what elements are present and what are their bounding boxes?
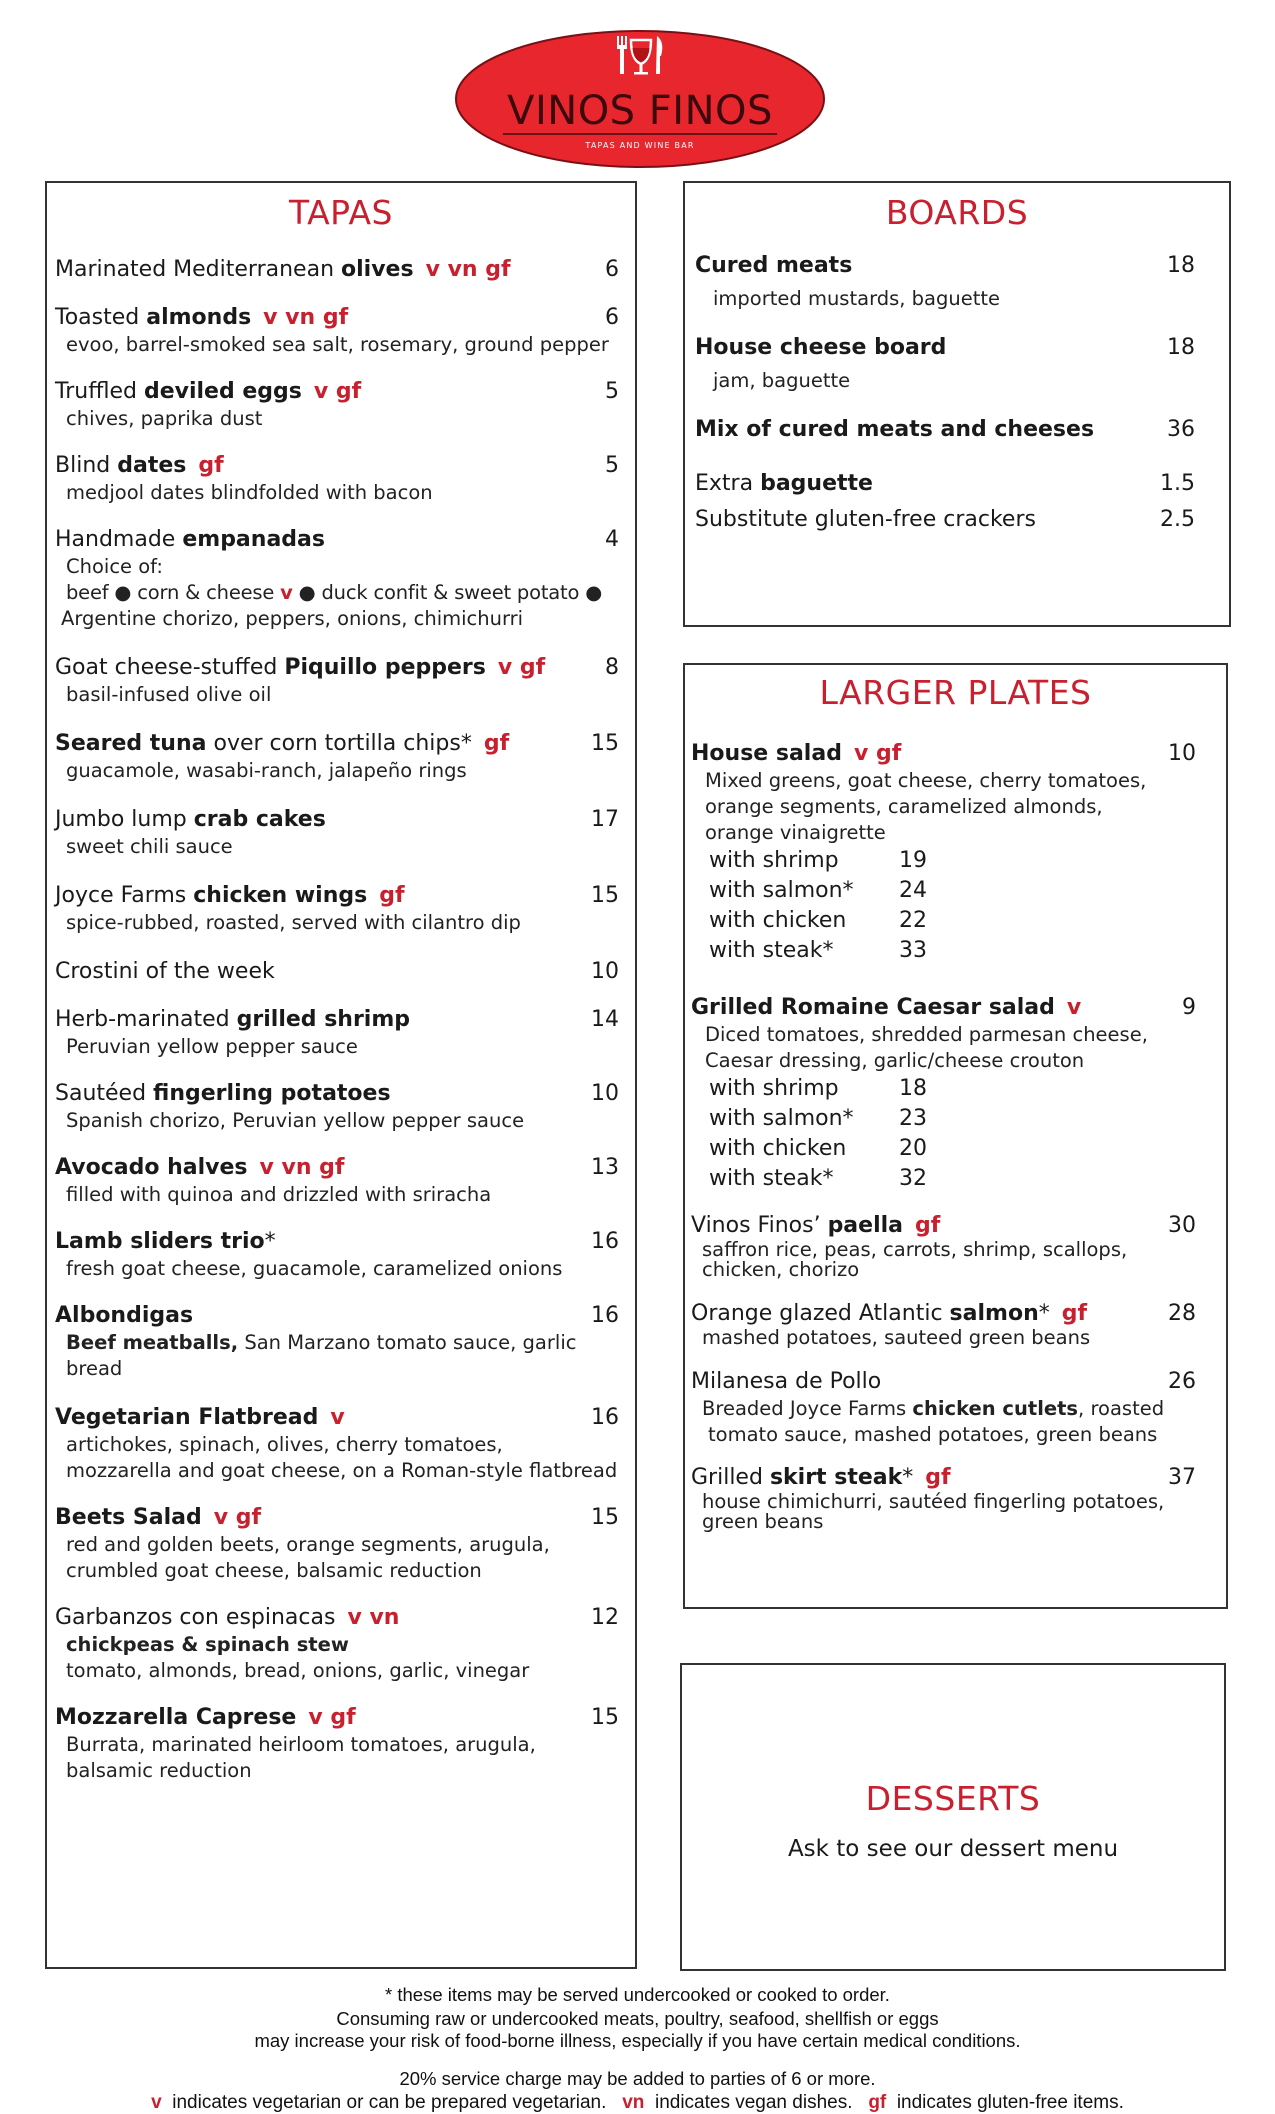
item-price: 18 <box>1167 335 1195 360</box>
item-row <box>55 1006 619 1034</box>
addon-price: 20 <box>899 1136 927 1161</box>
item-row <box>695 470 1195 498</box>
item-description: red and golden beets, orange segments, arugula, <box>66 1533 550 1556</box>
tapas-item <box>47 730 619 784</box>
item-description: Mixed greens, goat cheese, cherry tomatoes, <box>705 769 1147 792</box>
vinos-finos-logo <box>453 28 827 170</box>
item-row <box>695 252 1195 280</box>
item-name-bold: Beets Salad <box>55 1505 202 1530</box>
item-name <box>55 452 605 480</box>
item-price: 14 <box>591 1007 619 1032</box>
item-name <box>691 1464 1168 1492</box>
item-name-bold: grilled shrimp <box>236 1007 411 1032</box>
item-name <box>695 416 1167 444</box>
larger-plates-title: LARGER PLATES <box>819 673 1092 712</box>
dietary-tags: v gf <box>853 741 902 766</box>
option-corn-tag: v <box>280 581 293 604</box>
legend-vn-tag: vn <box>622 2092 645 2113</box>
larger-plates-section <box>683 663 1228 1609</box>
item-description: balsamic reduction <box>66 1759 252 1782</box>
item-price: 16 <box>591 1303 619 1328</box>
dietary-tags: gf <box>483 731 510 756</box>
item-price: 6 <box>605 305 619 330</box>
paella-item <box>691 1212 1196 1280</box>
legend-vn-text: indicates vegan dishes. <box>654 2092 853 2113</box>
item-name <box>55 1006 591 1034</box>
item-price: 6 <box>605 257 619 282</box>
item-description <box>691 1396 1196 1422</box>
item-description: mashed potatoes, sauteed green beans <box>702 1326 1091 1349</box>
dietary-tags: v vn gf <box>259 1155 345 1180</box>
addon-name: with shrimp <box>709 1076 839 1101</box>
item-name-bold: deviled eggs <box>143 379 302 404</box>
item-row <box>55 958 619 986</box>
addon-row <box>691 1134 1196 1164</box>
tapas-item <box>47 1006 619 1060</box>
board-item <box>695 416 1195 444</box>
item-name <box>55 378 605 406</box>
item-name-text: Grilled <box>691 1465 770 1490</box>
item-description-text: San Marzano tomato sauce, garlic bread <box>66 1331 577 1380</box>
item-description: Choice of: <box>66 555 163 578</box>
dietary-tags: v gf <box>308 1705 356 1730</box>
item-name-suffix: * <box>1038 1301 1050 1326</box>
item-name-text: Truffled <box>55 379 144 404</box>
addon-name: with steak* <box>709 1166 834 1191</box>
item-name <box>695 470 1160 498</box>
item-row <box>55 526 619 554</box>
footer-legend <box>0 2092 1275 2114</box>
item-name-bold: Grilled Romaine Caesar salad <box>691 995 1055 1020</box>
tapas-item <box>47 1228 619 1282</box>
item-description: orange segments, caramelized almonds, <box>705 795 1103 818</box>
item-price: 12 <box>591 1605 619 1630</box>
addon-row <box>691 906 1196 936</box>
item-price: 17 <box>591 807 619 832</box>
board-item <box>695 334 1195 394</box>
dietary-tags: v gf <box>313 379 362 404</box>
tapas-item <box>47 304 619 358</box>
larger-plates-list <box>685 740 1226 1532</box>
item-name-bold: Mix of cured meats and cheeses <box>695 417 1095 442</box>
item-description: medjool dates blindfolded with bacon <box>66 481 433 504</box>
item-description: artichokes, spinach, olives, cherry tomatoes, <box>66 1433 503 1456</box>
addon-price: 22 <box>899 908 927 933</box>
item-row <box>695 334 1195 362</box>
item-price: 16 <box>591 1405 619 1430</box>
item-row <box>55 1704 619 1732</box>
house_salad-item <box>691 740 1196 966</box>
tapas-title: TAPAS <box>289 193 393 232</box>
item-name-bold: Seared tuna <box>55 731 207 756</box>
item-name-bold: crab cakes <box>193 807 326 832</box>
dietary-tags: v gf <box>497 655 546 680</box>
item-name-text: Milanesa de Pollo <box>691 1369 882 1394</box>
item-name-text: Handmade <box>55 527 183 552</box>
footer-undercooked-note: * these items may be served undercooked or cooked to order. <box>385 1984 890 2005</box>
item-name-bold: empanadas <box>182 527 325 552</box>
board-description: imported mustards, baguette <box>713 287 1001 310</box>
item-name-bold: paella <box>827 1213 904 1238</box>
addon-price: 32 <box>899 1166 927 1191</box>
item-row <box>55 256 619 284</box>
item-row <box>691 740 1196 768</box>
dietary-tags: v gf <box>213 1505 262 1530</box>
addon-name: with shrimp <box>709 848 839 873</box>
item-name-text: Goat cheese-stuffed <box>55 655 285 680</box>
item-row <box>55 378 619 406</box>
addon-price: 23 <box>899 1106 927 1131</box>
item-price: 10 <box>591 1081 619 1106</box>
dietary-tags: gf <box>379 883 405 908</box>
item-name-bold: Lamb sliders trio <box>55 1229 265 1254</box>
item-name-text: Extra <box>695 471 761 496</box>
item-row <box>691 1368 1196 1396</box>
desserts-title: DESSERTS <box>865 1779 1041 1818</box>
item-name-text: Orange glazed Atlantic <box>691 1301 950 1326</box>
item-row <box>55 1154 619 1182</box>
item-price: 5 <box>605 379 619 404</box>
addon-row <box>691 936 1196 966</box>
item-name-suffix: * <box>264 1229 276 1254</box>
item-description: basil-infused olive oil <box>66 683 272 706</box>
tapas-list <box>47 256 635 1784</box>
item-name-text: Vinos Finos’ <box>691 1213 828 1238</box>
item-name-bold: olives <box>341 257 414 282</box>
item-name-suffix: * <box>902 1465 914 1490</box>
item-row <box>55 1604 619 1632</box>
item-name-bold: skirt steak <box>769 1465 903 1490</box>
addon-row <box>691 846 1196 876</box>
boards-title: BOARDS <box>885 193 1029 232</box>
item-name <box>55 1404 591 1432</box>
salmon-item <box>691 1300 1196 1348</box>
tapas-item <box>47 958 619 986</box>
item-row <box>55 654 619 682</box>
item-row <box>691 1464 1196 1492</box>
item-name-bold: chicken wings <box>193 883 368 908</box>
item-name <box>55 958 591 986</box>
item-name-bold: baguette <box>760 471 873 496</box>
addon-price: 24 <box>899 878 927 903</box>
item-name <box>695 252 1167 280</box>
tapas-item <box>47 1504 619 1584</box>
item-description: Burrata, marinated heirloom tomatoes, arugula, <box>66 1733 536 1756</box>
item-description: saffron rice, peas, carrots, shrimp, scallops, <box>702 1238 1128 1261</box>
item-name-bold: House cheese board <box>695 335 947 360</box>
item-name <box>691 1300 1168 1328</box>
addon-row <box>691 1164 1196 1194</box>
tapas-item <box>47 1604 619 1684</box>
addon-name: with steak* <box>709 938 834 963</box>
item-name <box>55 1504 591 1532</box>
item-name-text: Sautéed <box>55 1081 154 1106</box>
milanesa-item <box>691 1368 1196 1448</box>
boards-list <box>685 252 1229 534</box>
addon-row <box>691 876 1196 906</box>
item-name-bold: Vegetarian Flatbread <box>55 1405 319 1430</box>
option-beef: beef <box>66 581 109 604</box>
item-price: 1.5 <box>1160 471 1195 496</box>
item-name-bold: dates <box>117 453 187 478</box>
item-name <box>55 1228 591 1256</box>
dietary-tags: gf <box>925 1465 951 1490</box>
footer-warning-2: may increase your risk of food-borne illness, especially if you have certain medical conditions. <box>254 2030 1021 2051</box>
item-name <box>55 1302 591 1330</box>
item-price: 13 <box>591 1155 619 1180</box>
option-argentine: Argentine chorizo, peppers, onions, chimichurri <box>61 607 524 630</box>
item-row <box>55 452 619 480</box>
item-description: fresh goat cheese, guacamole, caramelized onions <box>66 1257 563 1280</box>
footer-warning-1: Consuming raw or undercooked meats, poultry, seafood, shellfish or eggs <box>336 2008 939 2029</box>
tapas-item <box>47 1404 619 1484</box>
item-row <box>55 1404 619 1432</box>
addon-price: 33 <box>899 938 927 963</box>
item-description: chicken, chorizo <box>702 1258 860 1281</box>
item-price: 15 <box>591 1505 619 1530</box>
item-price: 4 <box>605 527 619 552</box>
item-description: Caesar dressing, garlic/cheese crouton <box>705 1049 1085 1072</box>
item-description: Diced tomatoes, shredded parmesan cheese, <box>705 1023 1148 1046</box>
item-row <box>695 416 1195 444</box>
item-row <box>695 506 1195 534</box>
tapas-item <box>47 1302 619 1382</box>
item-description: tomato sauce, mashed potatoes, green beans <box>708 1423 1158 1446</box>
tapas-item <box>47 452 619 506</box>
item-row <box>55 882 619 910</box>
dietary-tags: gf <box>198 453 224 478</box>
item-price: 18 <box>1167 253 1195 278</box>
item-name <box>55 1154 591 1182</box>
item-price: 5 <box>605 453 619 478</box>
item-row <box>55 1302 619 1330</box>
item-row <box>55 1228 619 1256</box>
option-duck: duck confit & sweet potato <box>321 581 580 604</box>
item-description <box>55 1330 619 1382</box>
item-price: 10 <box>1168 741 1196 766</box>
item-description: sweet chili sauce <box>66 835 233 858</box>
item-name <box>55 1604 591 1632</box>
item-name-bold: Cured meats <box>695 253 853 278</box>
boards-section <box>683 181 1231 627</box>
item-description: crumbled goat cheese, balsamic reduction <box>66 1559 482 1582</box>
tapas-item <box>47 1080 619 1134</box>
item-name <box>691 1212 1168 1240</box>
item-price: 8 <box>605 655 619 680</box>
item-description: house chimichurri, sautéed fingerling potatoes, <box>702 1490 1165 1513</box>
item-price: 28 <box>1168 1301 1196 1326</box>
empanada-options: beef ● corn & cheese v ● duck confit & sweet potato ● <box>66 581 603 604</box>
item-description: filled with quinoa and drizzled with sriracha <box>66 1183 492 1206</box>
addon-name: with salmon* <box>709 878 854 903</box>
board-item <box>695 252 1195 312</box>
tapas-item <box>47 1154 619 1208</box>
addon-price: 19 <box>899 848 927 873</box>
item-description: spice-rubbed, roasted, served with cilantro dip <box>66 911 521 934</box>
item-name <box>695 506 1160 534</box>
item-name <box>55 882 591 910</box>
dietary-tags: v vn gf <box>425 257 511 282</box>
steak-item <box>691 1464 1196 1532</box>
item-name <box>55 304 605 332</box>
item-description-text: Breaded Joyce Farms <box>702 1397 913 1420</box>
item-name-text: Marinated Mediterranean <box>55 257 341 282</box>
board-item <box>695 470 1195 498</box>
item-price: 15 <box>591 731 619 756</box>
addon-price: 18 <box>899 1076 927 1101</box>
item-price: 36 <box>1167 417 1195 442</box>
option-corn: corn & cheese <box>137 581 275 604</box>
dietary-tags: gf <box>915 1213 941 1238</box>
item-row <box>55 304 619 332</box>
footer-service-charge: 20% service charge may be added to parties of 6 or more. <box>399 2068 876 2089</box>
item-row <box>55 730 619 758</box>
item-row <box>55 806 619 834</box>
item-price: 2.5 <box>1160 507 1195 532</box>
tapas-item <box>47 654 619 708</box>
item-name <box>691 994 1182 1022</box>
item-row <box>691 1300 1196 1328</box>
item-row <box>55 1504 619 1532</box>
addon-row <box>691 1104 1196 1134</box>
item-name <box>55 526 605 554</box>
item-row <box>55 1080 619 1108</box>
tapas-item <box>47 1704 619 1784</box>
caesar-item <box>691 994 1196 1194</box>
item-price: 9 <box>1182 995 1196 1020</box>
item-description-suffix: , roasted <box>1078 1397 1165 1420</box>
tapas-item <box>47 882 619 936</box>
item-name-bold: fingerling potatoes <box>153 1081 391 1106</box>
item-description: orange vinaigrette <box>705 821 886 844</box>
item-name-bold: Piquillo peppers <box>284 655 486 680</box>
item-name-bold: Avocado halves <box>55 1155 248 1180</box>
item-row <box>691 1212 1196 1240</box>
item-price: 15 <box>591 1705 619 1730</box>
item-description: evoo, barrel-smoked sea salt, rosemary, ground pepper <box>66 333 609 356</box>
legend-gf-text: indicates gluten-free items. <box>896 2092 1124 2113</box>
item-name-bold: Mozzarella Caprese <box>55 1705 297 1730</box>
item-description-bold: chicken cutlets <box>912 1397 1079 1420</box>
item-name <box>55 1704 591 1732</box>
item-name-suffix: over corn tortilla chips* <box>206 731 472 756</box>
item-name-text: Blind <box>55 453 118 478</box>
dietary-tags: gf <box>1061 1301 1088 1326</box>
legend-v-text: indicates vegetarian or can be prepared vegetarian. <box>172 2092 607 2113</box>
item-description: chives, paprika dust <box>66 407 263 430</box>
item-description: green beans <box>702 1510 824 1533</box>
item-name-bold: almonds <box>146 305 252 330</box>
legend-gf-tag: gf <box>868 2092 887 2113</box>
item-description: tomato, almonds, bread, onions, garlic, vinegar <box>66 1659 530 1682</box>
tapas-item <box>47 256 619 284</box>
item-name-text: Herb-marinated <box>55 1007 237 1032</box>
item-price: 10 <box>591 959 619 984</box>
item-name-text: Garbanzos con espinacas <box>55 1605 336 1630</box>
logo-tagline: TAPAS AND WINE BAR <box>585 141 695 150</box>
item-subtitle-text: chickpeas & spinach stew <box>66 1633 349 1656</box>
item-subtitle <box>55 1632 619 1658</box>
item-name-bold: salmon <box>949 1301 1039 1326</box>
board-item <box>695 506 1195 534</box>
board-description: jam, baguette <box>713 369 851 392</box>
item-name <box>55 730 591 758</box>
item-price: 30 <box>1168 1213 1196 1238</box>
addon-name: with chicken <box>709 908 847 933</box>
item-description: Spanish chorizo, Peruvian yellow pepper sauce <box>66 1109 525 1132</box>
addon-name: with chicken <box>709 1136 847 1161</box>
dietary-tags: v vn gf <box>263 305 349 330</box>
item-name <box>55 806 591 834</box>
item-name-bold: House salad <box>691 741 842 766</box>
dietary-tags: v vn <box>347 1605 400 1630</box>
item-name-text: Crostini of the week <box>55 959 275 984</box>
legend-v-tag: v <box>151 2092 162 2113</box>
addon-name: with salmon* <box>709 1106 854 1131</box>
desserts-text: Ask to see our dessert menu <box>787 1836 1119 1862</box>
tapas-item <box>47 378 619 432</box>
dietary-tags: v <box>330 1405 345 1430</box>
item-name-text: Substitute gluten-free crackers <box>695 507 1036 532</box>
desserts-section <box>680 1663 1226 1971</box>
item-name-text: Jumbo lump <box>55 807 194 832</box>
item-name-bold: Albondigas <box>55 1303 194 1328</box>
item-description: Peruvian yellow pepper sauce <box>66 1035 358 1058</box>
item-description: guacamole, wasabi-ranch, jalapeño rings <box>66 759 467 782</box>
item-description-bold: Beef meatballs, <box>66 1331 239 1354</box>
item-price: 26 <box>1168 1369 1196 1394</box>
item-price: 16 <box>591 1229 619 1254</box>
item-description: mozzarella and goat cheese, on a Roman-style flatbread <box>66 1459 618 1482</box>
item-name <box>691 1368 1168 1396</box>
tapas-item <box>47 526 619 632</box>
item-name <box>691 740 1168 768</box>
dietary-tags: v <box>1066 995 1082 1020</box>
tapas-item <box>47 806 619 860</box>
item-name-text: Joyce Farms <box>55 883 194 908</box>
logo-name: VINOS FINOS <box>507 88 773 134</box>
item-price: 37 <box>1168 1465 1196 1490</box>
item-name <box>55 1080 591 1108</box>
item-name-text: Toasted <box>55 305 147 330</box>
addon-row <box>691 1074 1196 1104</box>
item-name <box>55 256 605 284</box>
item-name <box>55 654 605 682</box>
item-price: 15 <box>591 883 619 908</box>
item-name <box>695 334 1167 362</box>
tapas-section <box>45 181 637 1969</box>
item-row <box>691 994 1196 1022</box>
